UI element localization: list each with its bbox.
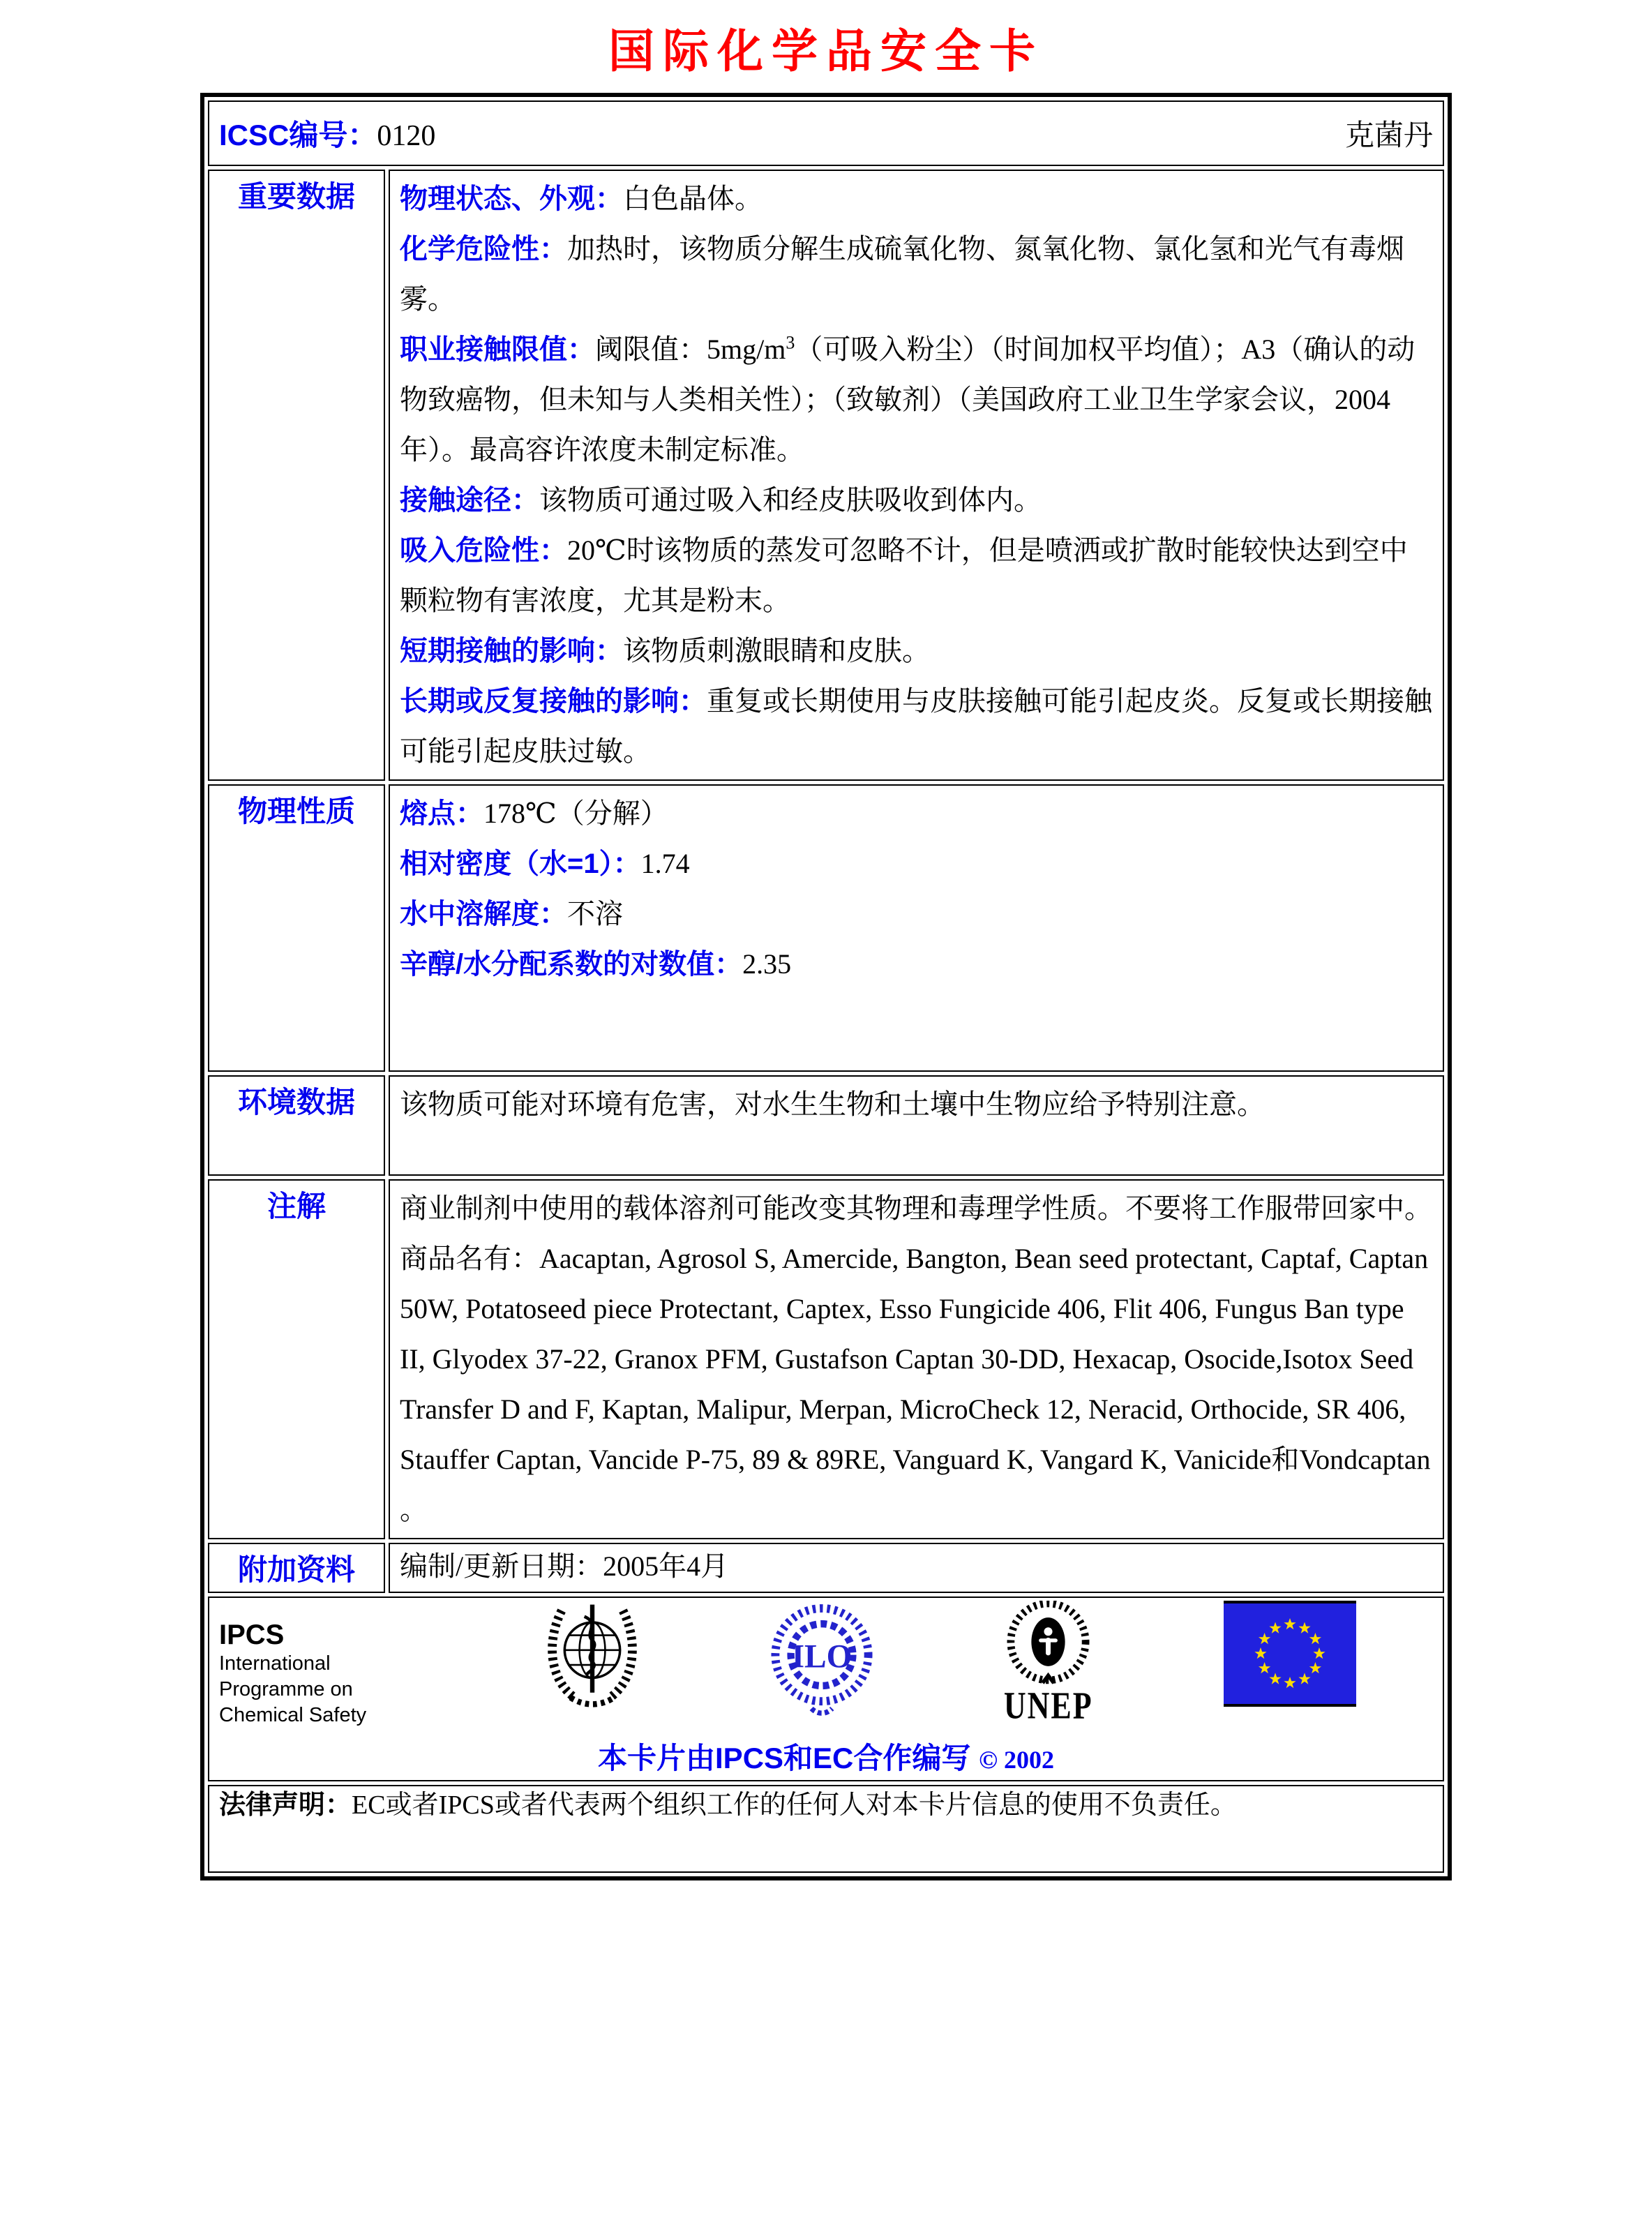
section-label-notes: 注解 — [208, 1179, 385, 1539]
field-text: （可吸入粉尘）（时间加权平均值）；A3（确认的动物致癌物，但未知与人类相关性）；（致敏剂）（美国政府工业卫生学家会议，2004年）。最高容许浓度未制定标准。 — [400, 334, 1416, 465]
important-data-content — [389, 170, 1444, 781]
field-text: 1.74 — [640, 848, 690, 879]
physical-properties-row — [208, 784, 1444, 1072]
ipcs-subtitle-line: International — [219, 1652, 331, 1675]
icsc-number-value: 0120 — [377, 120, 436, 152]
ipcs-text-block — [219, 1601, 414, 1728]
important-data-item — [400, 174, 1433, 224]
legal-text: EC或者IPCS或者代表两个组织工作的任何人对本卡片信息的使用不负责任。 — [352, 1790, 1237, 1820]
logos-row — [208, 1596, 1444, 1781]
ipcs-subtitle-line: Programme on — [219, 1678, 353, 1700]
important-data-item — [400, 525, 1433, 626]
unep-wordmark: UNEP — [1003, 1684, 1093, 1727]
eu-flag-icon — [1224, 1601, 1356, 1707]
important-data-row — [208, 170, 1444, 781]
field-label: 辛醇/水分配系数的对数值： — [400, 949, 743, 980]
physical-property-item — [400, 889, 1433, 939]
environmental-data-content — [389, 1075, 1444, 1176]
icsc-table — [200, 93, 1452, 1880]
page-title: 国际化学品安全卡 — [608, 27, 1044, 77]
legal-cell — [208, 1785, 1444, 1873]
field-label: 职业接触限值： — [400, 334, 595, 365]
important-data-item — [400, 676, 1433, 777]
physical-property-item — [400, 839, 1433, 889]
update-date-value: 2005年4月 — [603, 1550, 729, 1582]
field-text: 178℃（分解） — [483, 798, 668, 829]
field-text: 不溶 — [567, 898, 623, 929]
cooperation-caption-text: 本卡片由IPCS和EC合作编写 — [598, 1742, 971, 1774]
field-text: 加热时，该物质分解生成硫氧化物、氮氧化物、氯化氢和光气有毒烟雾。 — [400, 233, 1404, 315]
copyright-text: © 2002 — [979, 1746, 1054, 1774]
field-text: 该物质刺激眼睛和皮肤。 — [623, 635, 930, 666]
field-label: 化学危险性： — [400, 234, 567, 264]
notes-row — [208, 1179, 1444, 1539]
field-label: 吸入危险性： — [400, 535, 567, 566]
logos-cell — [208, 1596, 1444, 1781]
field-text: 该物质可通过吸入和经皮肤吸收到体内。 — [539, 484, 1042, 516]
important-data-item — [400, 475, 1433, 525]
section-label-important-data: 重要数据 — [208, 170, 385, 781]
header-row — [208, 100, 1444, 166]
field-label: 熔点： — [400, 798, 483, 829]
field-label: 短期接触的影响： — [400, 636, 623, 666]
notes-content — [389, 1179, 1444, 1539]
field-text: 白色晶体。 — [623, 183, 763, 214]
who-logo-icon — [543, 1601, 642, 1719]
field-text: 重复或长期使用与皮肤接触可能引起皮炎。反复或长期接触可能引起皮肤过敏。 — [400, 685, 1432, 767]
field-text: 2.35 — [742, 948, 792, 980]
section-label-physical-properties: 物理性质 — [208, 784, 385, 1072]
superscript: 3 — [786, 332, 795, 353]
field-text: 20℃时该物质的蒸发可忽略不计，但是喷洒或扩散时能较快达到空中颗粒物有害浓度，尤其是粉末。 — [400, 534, 1408, 616]
chemical-name: 克菌丹 — [1344, 120, 1433, 152]
icsc-number-group — [219, 112, 435, 154]
physical-property-item — [400, 939, 1433, 989]
field-label: 水中溶解度： — [400, 899, 567, 929]
section-label-additional-info: 附加资料 — [208, 1543, 385, 1593]
legal-label: 法律声明： — [219, 1790, 352, 1820]
field-text: 阈限值：5mg/m — [595, 334, 786, 365]
environmental-data-text: 该物质可能对环境有危害，对水生生物和土壤中生物应给予特别注意。 — [400, 1089, 1265, 1120]
ilo-logo-icon — [770, 1601, 873, 1719]
field-label: 相对密度（水=1）： — [400, 848, 641, 879]
notes-text: 商业制剂中使用的载体溶剂可能改变其物理和毒理学性质。不要将工作服带回家中。商品名有：Aacaptan, Agrosol S, Amercide, Bangton, Bean seed protectant, Captaf, Captan 50W, Potatoseed piece Protectant, Captex, Esso Fungicide 406, Flit 406, Fungus Ban type II, Glyodex 37-22, Granox PFM, Gustafson Captan 30-DD, Hexacap, Osocide,Isotox Seed Transfer D and F, Kaptan, Malipur, Merpan, MicroCheck 12, Neracid, Orthocide, SR 406, Stauffer Captan, Vancide P-75, 89 & 89RE, Vanguard K, Vangard K, Vanicide和Vondcaptan 。 — [400, 1192, 1432, 1525]
unep-logo-box — [1001, 1601, 1095, 1727]
icsc-number-label: ICSC编号： — [219, 119, 377, 151]
ilo-letters: ILO — [791, 1638, 852, 1675]
field-label: 接触途径： — [400, 485, 539, 516]
field-label: 长期或反复接触的影响： — [400, 686, 707, 717]
additional-info-row — [208, 1543, 1444, 1593]
important-data-item — [400, 224, 1433, 324]
unep-logo-icon — [1001, 1601, 1095, 1689]
legal-row — [208, 1785, 1444, 1873]
important-data-item — [400, 626, 1433, 676]
header-cell — [208, 100, 1444, 166]
additional-info-content — [389, 1543, 1444, 1593]
update-date-label: 编制/更新日期： — [400, 1550, 603, 1582]
physical-property-item — [400, 788, 1433, 839]
additional-info-item — [400, 1547, 1433, 1586]
physical-properties-content — [389, 784, 1444, 1072]
section-label-environmental-data: 环境数据 — [208, 1075, 385, 1176]
environmental-data-row — [208, 1075, 1444, 1176]
cooperation-caption — [219, 1735, 1433, 1777]
ipcs-title: IPCS — [219, 1620, 285, 1650]
field-label: 物理状态、外观： — [400, 184, 623, 214]
important-data-item — [400, 324, 1433, 475]
ipcs-subtitle-line: Chemical Safety — [219, 1704, 367, 1726]
